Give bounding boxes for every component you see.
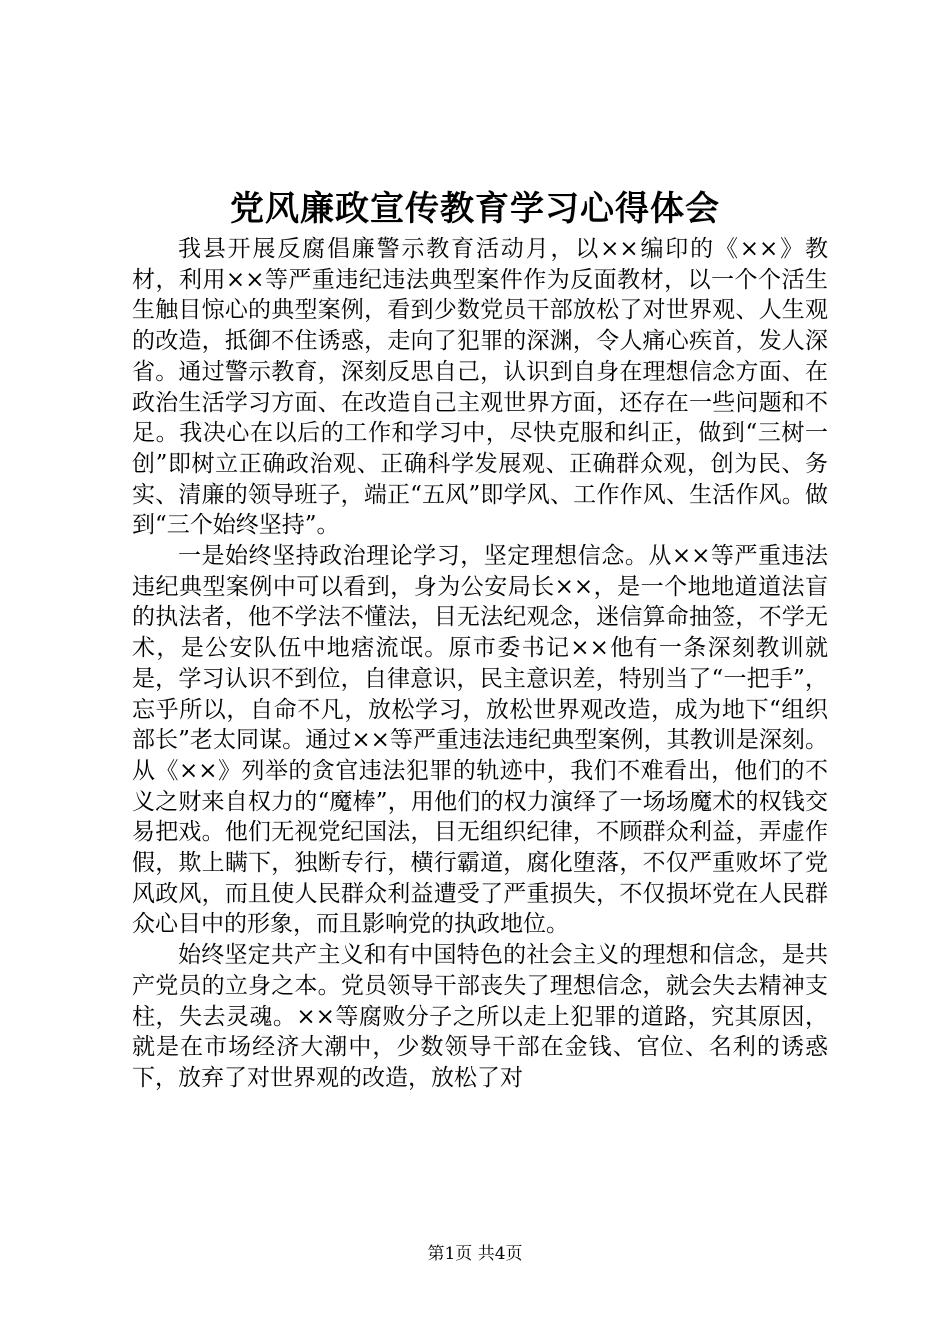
paragraph-2: 一是始终坚持政治理论学习，坚定理想信念。从××等严重违法违纪典型案例中可以看到，身为公安局长××，是一个地地道道法盲的执法者，他不学法不懂法，目无法纪观念，迷信算命抽签，不学无术，是公安队伍中地痞流氓。原市委书记××他有一条深刻教训就是，学习认识不到位，自律意识，民主意识差，特别当了“一把手”，忘乎所以，自命不凡，放松学习，放松世界观改造，成为地下“组织部长”老太同谋。通过××等严重违法违纪典型案例，其教训是深刻。从《××》列举的贪官违法犯罪的轨迹中，我们不难看出，他们的不义之财来自权力的“魔棒”，用他们的权力演绎了一场场魔术的权钱交易把戏。他们无视党纪国法，目无组织纪律，不顾群众利益，弄虚作假，欺上瞒下，独断专行，横行霸道，腐化堕落，不仅严重败坏了党风政风，而且使人民群众利益遭受了严重损失，不仅损坏党在人民群众心目中的形象，而且影响党的执政地位。: [132, 543, 828, 938]
page-indicator: 第1页 共4页: [427, 1244, 523, 1264]
paragraph-3: 始终坚定共产主义和有中国特色的社会主义的理想和信念，是共产党员的立身之本。党员领导干部丧失了理想信念，就会失去精神支柱，失去灵魂。××等腐败分子之所以走上犯罪的道路，究其原因，就是在市场经济大潮中，少数领导干部在金钱、官位、名利的诱惑下，放弃了对世界观的改造，放松了对: [132, 942, 828, 1091]
paragraph-1: 我县开展反腐倡廉警示教育活动月，以××编印的《××》教材，利用××等严重违纪违法典型案件作为反面教材，以一个个活生生触目惊心的典型案例，看到少数党员干部放松了对世界观、人生观的改造，抵御不住诱惑，走向了犯罪的深渊，令人痛心疾首，发人深省。通过警示教育，深刻反思自己，认识到自身在理想信念方面、在政治生活学习方面、在改造自己主观世界方面，还存在一些问题和不足。我决心在以后的工作和学习中，尽快克服和纠正，做到“三树一创”即树立正确政治观、正确科学发展观、正确群众观，创为民、务实、清廉的领导班子，端正“五风”即学风、工作作风、生活作风。做到“三个始终坚持”。: [132, 236, 828, 539]
page-footer: [0, 1242, 950, 1266]
document-body: [132, 234, 828, 1094]
page-title: 党风廉政宣传教育学习心得体会: [230, 189, 720, 229]
